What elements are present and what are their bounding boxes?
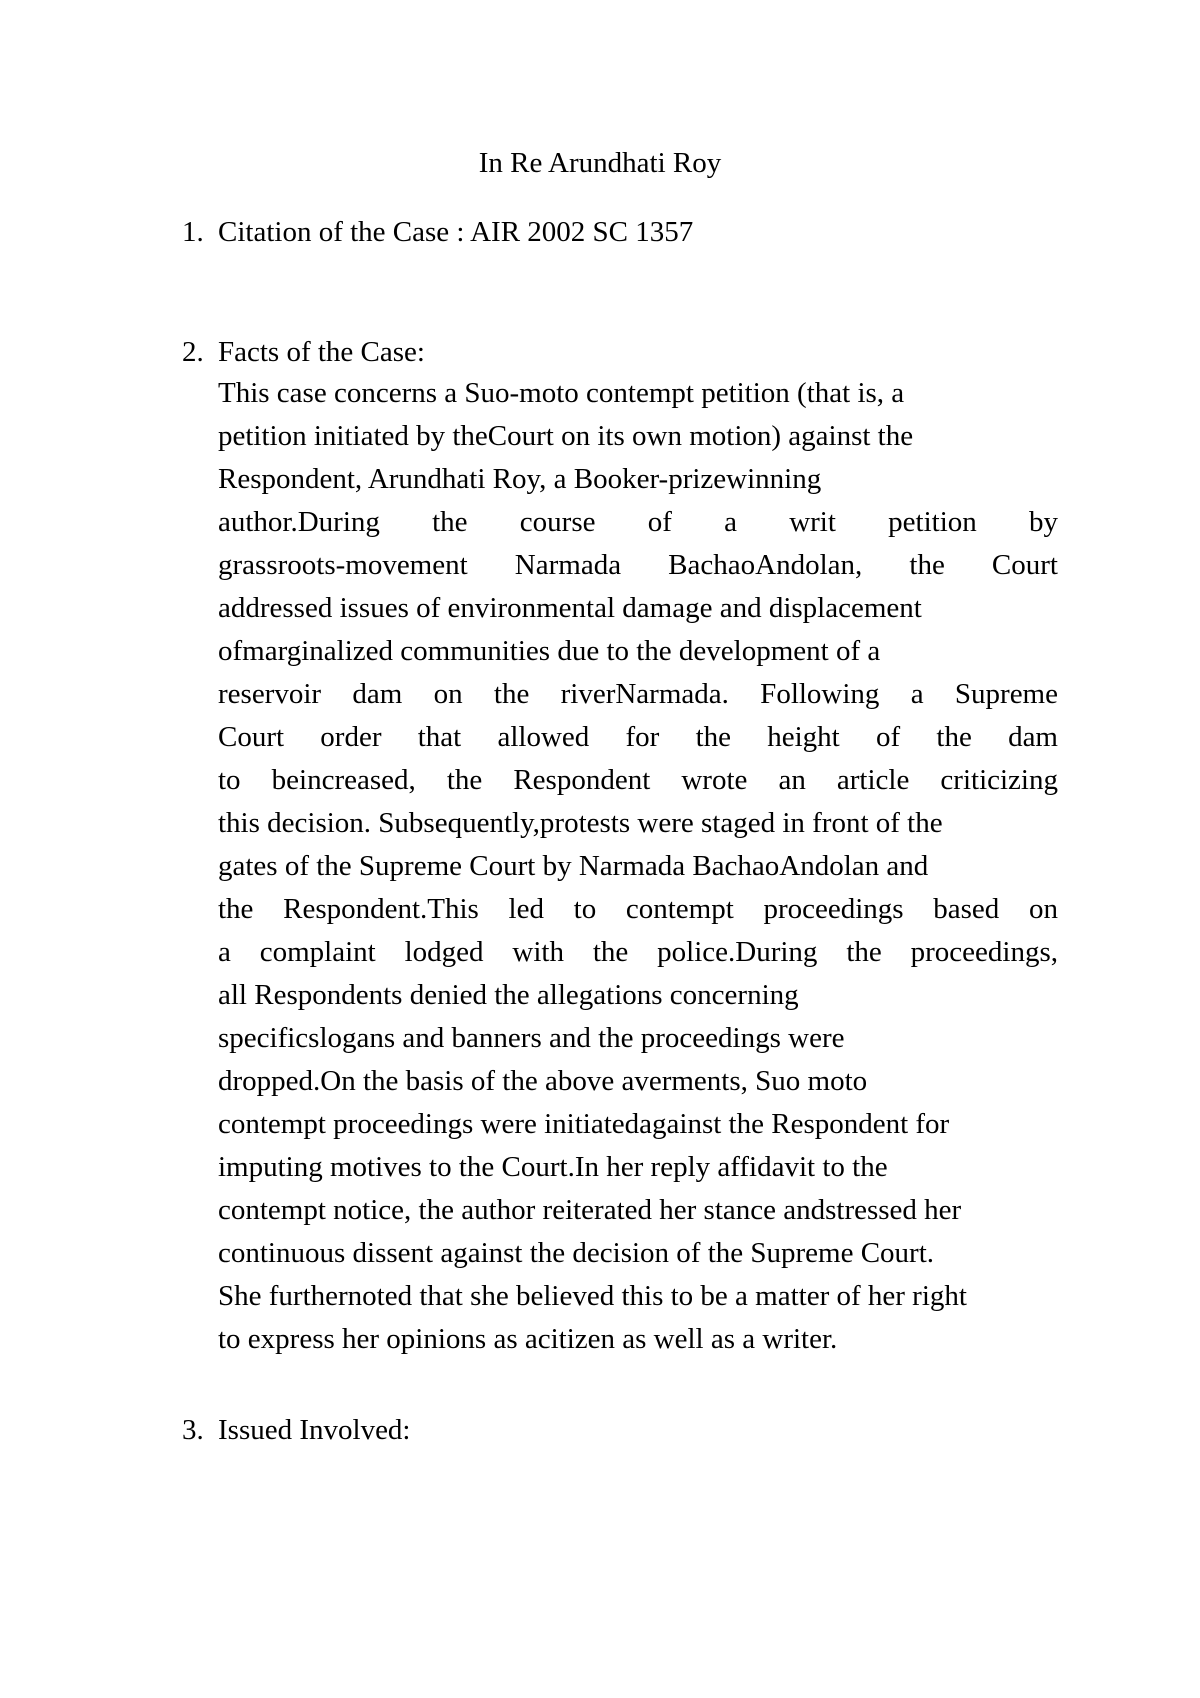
paragraph-line: this decision. Subsequently,protests were staged in front of the — [218, 807, 943, 839]
paragraph-line: imputing motives to the Court.In her reply affidavit to the — [218, 1151, 888, 1183]
section-heading: Citation of the Case : AIR 2002 SC 1357 — [218, 216, 694, 248]
section-number: 1. — [182, 216, 204, 248]
paragraph-line: specificslogans and banners and the proceedings were — [218, 1022, 845, 1054]
document-title: In Re Arundhati Roy — [478, 147, 722, 179]
paragraph-line: Court order that allowed for the height of the dam — [218, 721, 1058, 753]
paragraph-line: reservoir dam on the riverNarmada. Following a Supreme — [218, 678, 1058, 710]
paragraph-line: a complaint lodged with the police.During the proceedings, — [218, 936, 1058, 968]
section-heading: Issued Involved: — [218, 1414, 411, 1446]
paragraph-line: This case concerns a Suo-moto contempt petition (that is, a — [218, 377, 905, 409]
paragraph-line: the Respondent.This led to contempt proceedings based on — [218, 893, 1058, 925]
paragraph-line: to beincreased, the Respondent wrote an article criticizing — [218, 764, 1058, 796]
facts-paragraph — [218, 372, 1058, 1361]
paragraph-line: all Respondents denied the allegations concerning — [218, 979, 799, 1011]
paragraph-line: continuous dissent against the decision of the Supreme Court. — [218, 1237, 935, 1269]
paragraph-line: to express her opinions as acitizen as well as a writer. — [218, 1323, 838, 1355]
paragraph-line: gates of the Supreme Court by Narmada BachaoAndolan and — [218, 850, 929, 882]
paragraph-line: author.During the course of a writ petition by — [218, 506, 1058, 538]
section-number: 2. — [182, 336, 204, 368]
paragraph-line: petition initiated by theCourt on its own motion) against the — [218, 420, 914, 452]
paragraph-line: addressed issues of environmental damage and displacement — [218, 592, 922, 624]
paragraph-line: She furthernoted that she believed this to be a matter of her right — [218, 1280, 967, 1312]
paragraph-line: contempt proceedings were initiatedagainst the Respondent for — [218, 1108, 950, 1140]
paragraph-line: Respondent, Arundhati Roy, a Booker-prizewinning — [218, 463, 822, 495]
section-issues — [182, 1410, 411, 1450]
section-number: 3. — [182, 1414, 204, 1446]
paragraph-line: ofmarginalized communities due to the development of a — [218, 635, 881, 667]
section-heading: Facts of the Case: — [218, 336, 425, 368]
section-citation — [182, 212, 693, 252]
paragraph-line: dropped.On the basis of the above averments, Suo moto — [218, 1065, 868, 1097]
section-facts — [182, 332, 425, 372]
paragraph-line: contempt notice, the author reiterated her stance andstressed her — [218, 1194, 962, 1226]
paragraph-line: grassroots-movement Narmada BachaoAndolan, the Court — [218, 549, 1058, 581]
